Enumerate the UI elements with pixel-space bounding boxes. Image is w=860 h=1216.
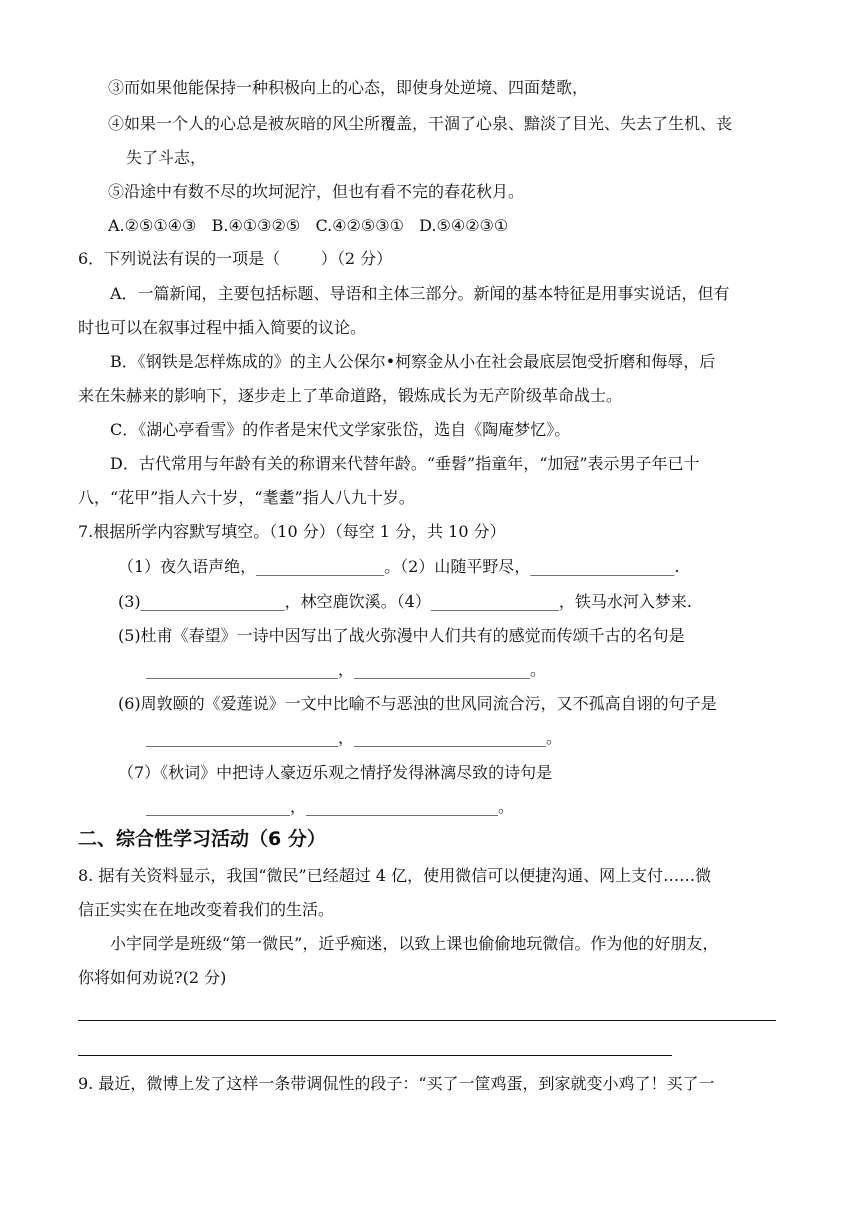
q8-line3: 小宇同学是班级“第一微民”，近乎痴迷，以致上课也偷偷地玩微信。作为他的好朋友，	[110, 934, 719, 953]
q7-blank-5-answer: ________________________，______________________。	[146, 660, 547, 679]
q7-blank-3-4: (3)__________________，林空鹿饮溪。（4）________________，铁马水河入梦来.	[118, 592, 692, 611]
q5-options: A.②⑤①④③ B.④①③②⑤ C.④②⑤③① D.⑤④②③①	[108, 216, 509, 235]
q6-option-d-line1: D．古代常用与年龄有关的称谓来代替年龄。“垂髫”指童年，“加冠”表示男子年已十	[110, 454, 700, 473]
q7-blank-1-2: （1）夜久语声绝，________________。（2）山随平野尽，__________________.	[118, 557, 680, 576]
q8-line2: 信正实实在在地改变着我们的生活。	[78, 900, 335, 919]
answer-line-2[interactable]	[78, 1055, 672, 1056]
q5-item-4-line1: ④如果一个人的心总是被灰暗的风尘所覆盖，干涸了心泉、黯淡了目光、失去了生机、丧	[108, 114, 733, 133]
q6-option-d-line2: 八，“花甲”指人六十岁，“耄耋”指人八九十岁。	[78, 488, 415, 507]
q6-option-a-line2: 时也可以在叙事过程中插入简要的议论。	[78, 318, 367, 337]
q8-line4: 你将如何劝说?(2 分)	[78, 968, 227, 987]
q9-line1: 9. 最近，微博上发了这样一条带调侃性的段子：“买了一筐鸡蛋，到家就变小鸡了！买了一	[78, 1074, 715, 1093]
q6-option-a-line1: A．一篇新闻，主要包括标题、导语和主体三部分。新闻的基本特征是用事实说话，但有	[110, 284, 730, 303]
q6-option-c: C．《湖心亭看雪》的作者是宋代文学家张岱，选自《陶庵梦忆》。	[110, 420, 571, 439]
answer-line-1[interactable]	[78, 1020, 776, 1021]
q7-blank-6-prompt: (6)周敦颐的《爱莲说》一文中比喻不与恶浊的世风同流合污，又不孤高自诩的句子是	[118, 694, 717, 713]
q7-blank-7-answer: __________________，________________________。	[146, 797, 515, 816]
q8-line1: 8. 据有关资料显示，我国“微民”已经超过 4 亿，使用微信可以便捷沟通、网上支付……微	[78, 866, 712, 885]
q7-blank-7-prompt: （7）《秋词》中把诗人豪迈乐观之情抒发得淋漓尽致的诗句是	[118, 763, 553, 782]
q7-blank-5-prompt: (5)杜甫《春望》一诗中因写出了战火弥漫中人们共有的感觉而传颂千古的名句是	[118, 626, 685, 645]
q7-blank-6-answer: ________________________，________________________。	[146, 728, 563, 747]
q6-option-b-line2: 来在朱赫来的影响下，逐步走上了革命道路，锻炼成长为无产阶级革命战士。	[78, 386, 623, 405]
q6-option-b-line1: B．《钢铁是怎样炼成的》的主人公保尔•柯察金从小在社会最底层饱受折磨和侮辱，后	[110, 352, 716, 371]
q7-stem: 7.根据所学内容默写填空。（10 分）（每空 1 分，共 10 分）	[78, 522, 506, 541]
q5-item-3: ③而如果他能保持一种积极向上的心态，即使身处逆境、四面楚歌，	[108, 78, 589, 97]
q5-item-4-line2: 失了斗志，	[126, 148, 207, 167]
q5-item-5: ⑤沿途中有数不尽的坎坷泥泞，但也有看不完的春花秋月。	[108, 182, 525, 201]
section-2-heading: 二、综合性学习活动（6 分）	[78, 828, 326, 850]
q6-stem: 6．下列说法有误的一项是（ ）（2 分）	[78, 249, 393, 268]
